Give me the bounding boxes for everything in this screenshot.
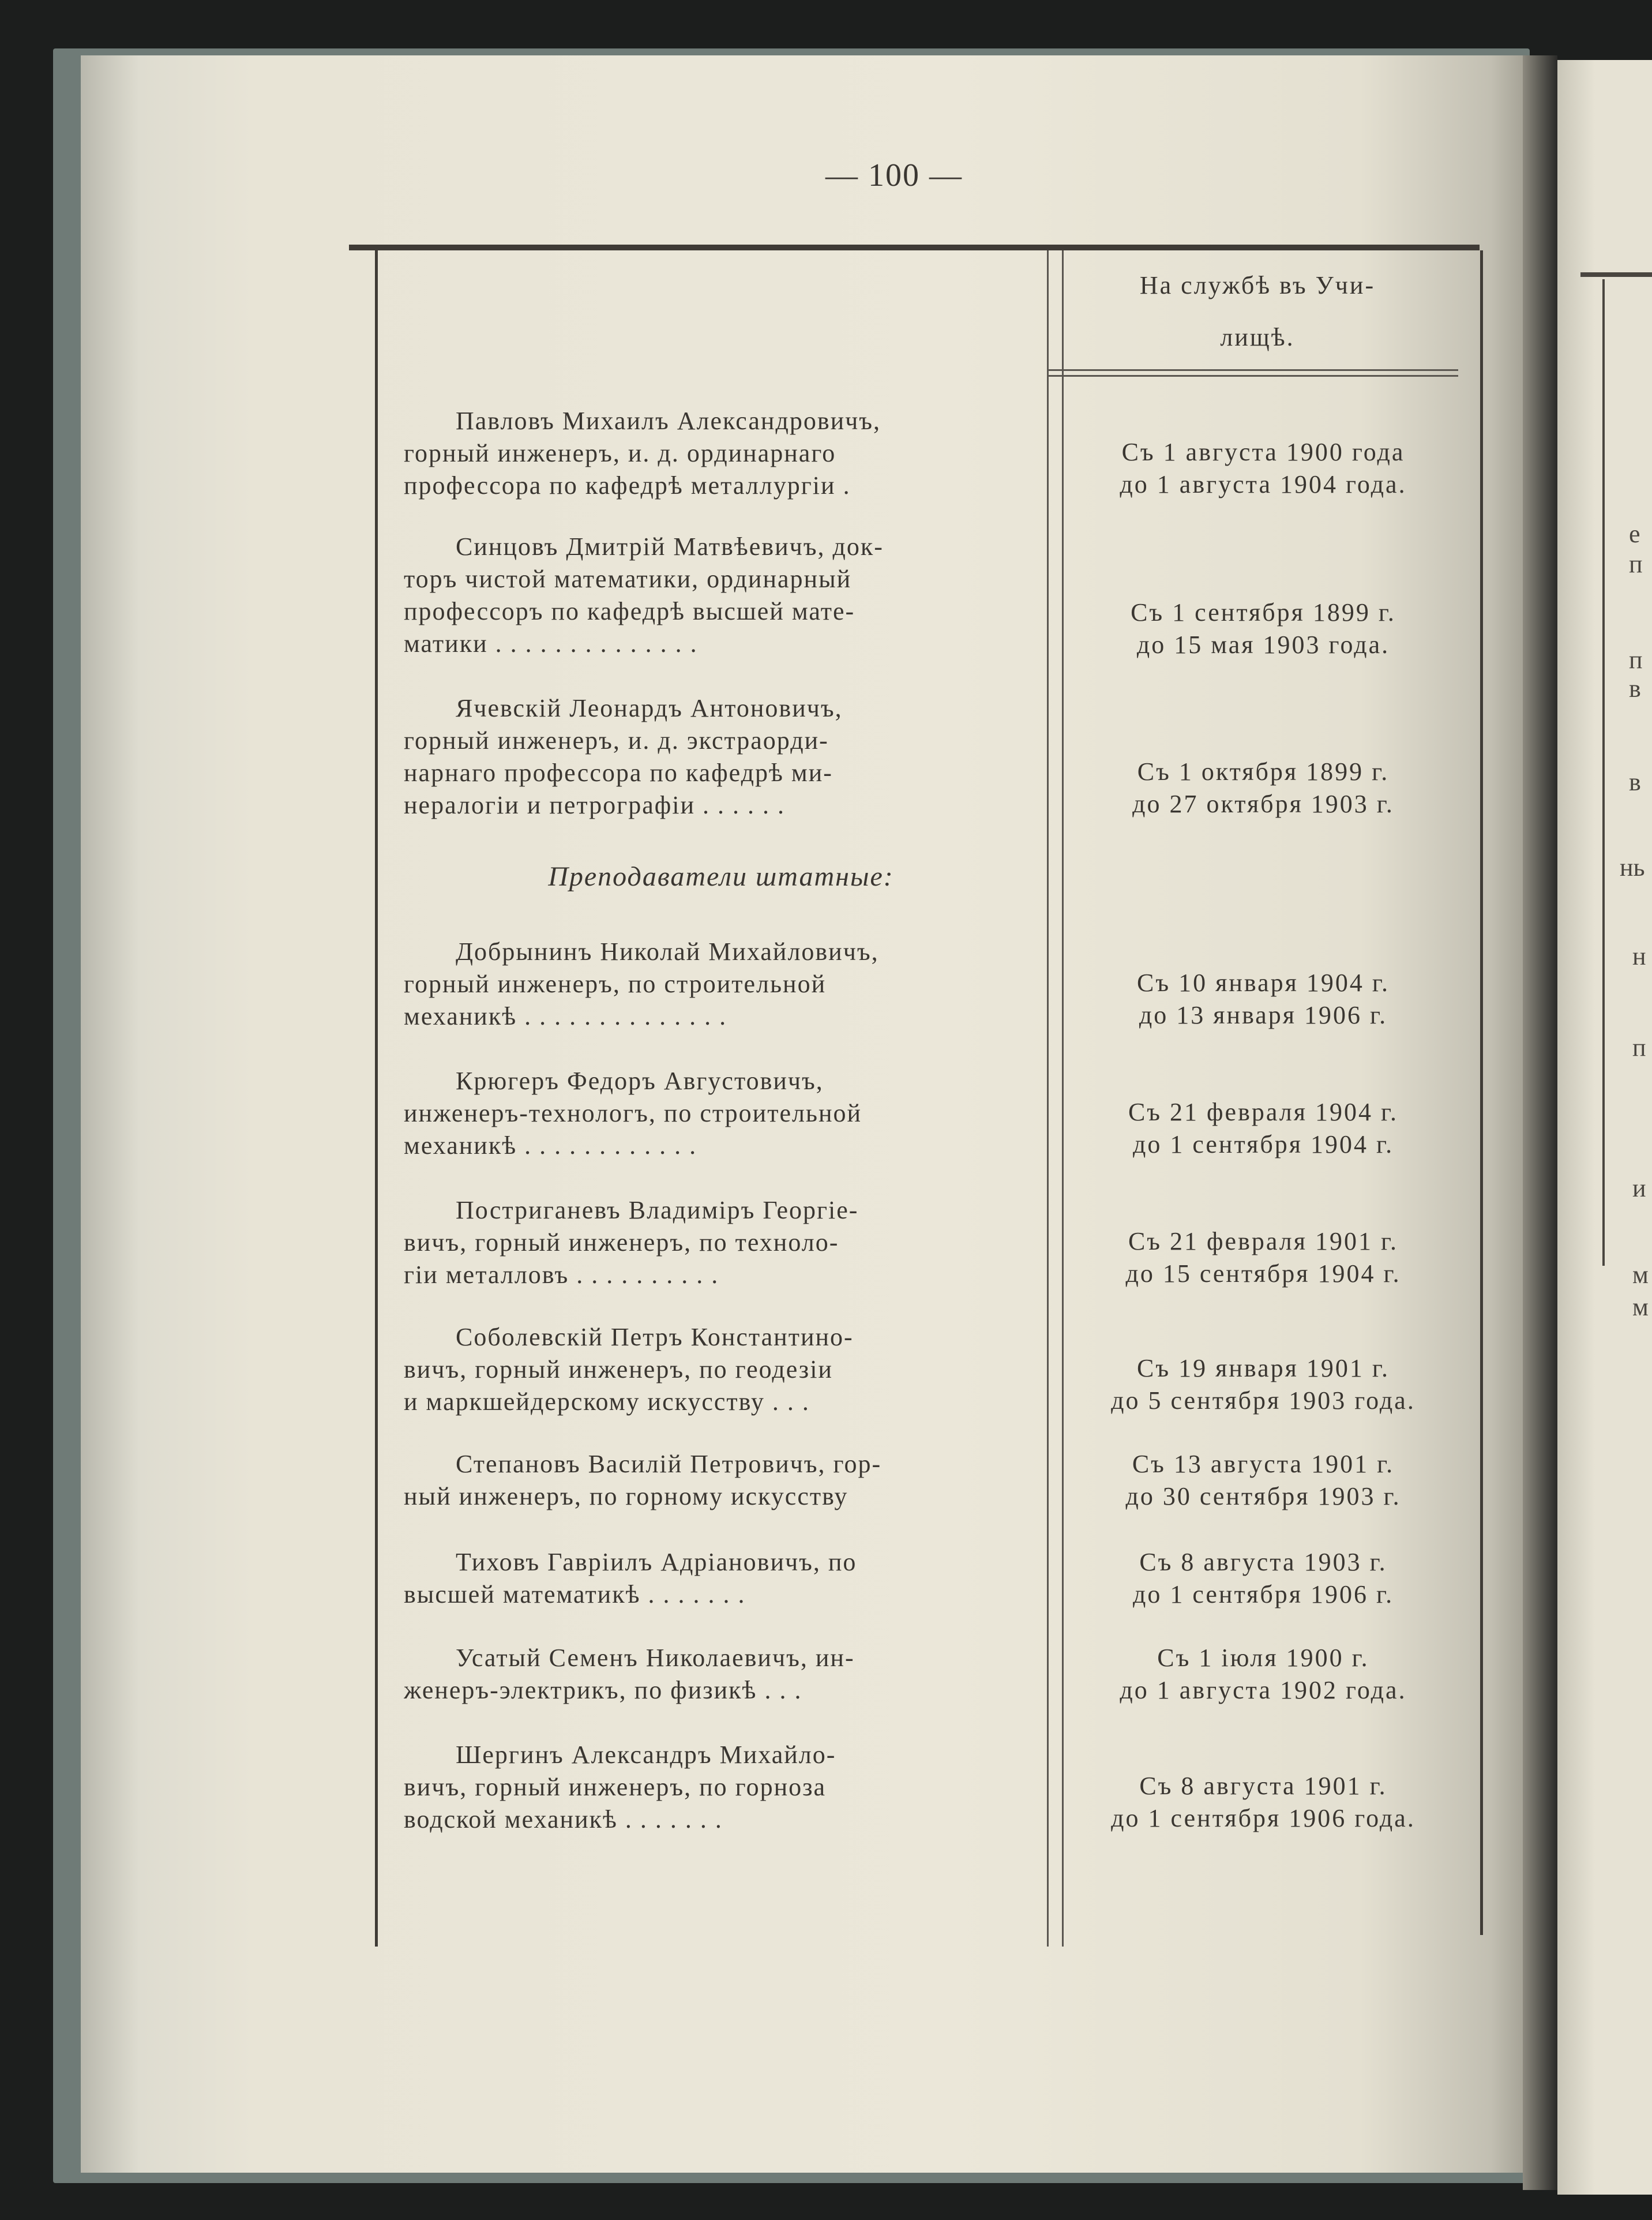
facing-page-fragment: м [1632,1293,1649,1321]
facing-page-edge [1557,60,1652,2195]
facing-page-column-line [1602,279,1605,1266]
staff-entry [404,1194,1042,1291]
service-dates [1056,1096,1471,1161]
service-to: до 1 сентября 1906 года. [1111,1804,1416,1832]
table-left-border [375,250,378,1947]
entry-line: торъ чистой математики, ординарный [404,565,852,593]
staff-entry [404,1642,1042,1707]
entry-line: механикѣ . . . . . . . . . . . . [404,1131,697,1160]
entry-line: вичъ, горный инженеръ, по горноза [404,1773,827,1801]
service-from: Съ 10 января 1904 г. [1137,969,1390,997]
service-to: до 30 сентября 1903 г. [1125,1482,1401,1510]
section-heading: Преподаватели штатные: [548,861,894,892]
entry-line: механикѣ . . . . . . . . . . . . . . [404,1002,727,1030]
facing-page-rule [1580,272,1652,277]
entry-line: профессора по кафедрѣ металлургіи . [404,471,851,500]
entry-line: Синцовъ Дмитрій Матвѣевичъ, док- [456,532,884,561]
service-to: до 27 октября 1903 г. [1132,790,1394,818]
entry-line: горный инженеръ, и. д. ординарнаго [404,439,836,467]
service-from: Съ 1 октября 1899 г. [1137,757,1390,786]
facing-page-fragment: п [1629,550,1643,578]
service-dates [1056,967,1471,1032]
service-dates [1056,597,1471,661]
service-to: до 13 января 1906 г. [1139,1001,1388,1029]
header-rule [1049,369,1458,371]
facing-page-fragment: и [1632,1174,1646,1202]
staff-entry [404,1065,1042,1162]
staff-entry [404,1448,1042,1513]
facing-page-fragment: е [1629,520,1640,548]
column-header-line: лищѣ. [1220,323,1295,351]
entry-line: нералогіи и петрографіи . . . . . . [404,791,786,819]
entry-line: Степановъ Василій Петровичъ, гор- [456,1450,882,1478]
entry-line: Постриганевъ Владиміръ Георгіе- [456,1196,859,1224]
service-to: до 1 августа 1904 года. [1120,470,1407,498]
entry-line: вичъ, горный инженеръ, по техноло- [404,1228,839,1257]
service-dates [1056,1352,1471,1417]
staff-entry [404,1546,1042,1611]
entry-line: Крюгеръ Федоръ Августовичъ, [456,1067,824,1095]
table-top-rule [349,245,1480,250]
staff-entry [404,1321,1042,1418]
entry-line: горный инженеръ, по строительной [404,970,827,998]
service-dates [1056,756,1471,820]
entry-line: высшей математикѣ . . . . . . . [404,1580,746,1608]
service-from: Съ 8 августа 1903 г. [1139,1548,1387,1576]
service-from: Съ 1 іюля 1900 г. [1157,1644,1369,1672]
service-from: Съ 1 августа 1900 года [1121,438,1405,466]
entry-line: Соболевскій Петръ Константино- [456,1323,854,1351]
facing-page-fragment: в [1629,768,1641,796]
service-from: Съ 13 августа 1901 г. [1132,1450,1395,1478]
table-right-border [1480,250,1483,1935]
entry-line: ный инженеръ, по горному искусству [404,1482,848,1510]
service-dates [1056,1770,1471,1835]
service-dates [1056,436,1471,501]
service-dates [1056,1225,1471,1290]
entry-line: нарнаго профессора по кафедрѣ ми- [404,759,833,787]
entry-line: Шергинъ Александръ Михайло- [456,1741,836,1769]
facing-page-fragment: п [1632,1033,1646,1062]
entry-line: водской механикѣ . . . . . . . [404,1805,723,1833]
column-header-line: На службѣ въ Учи- [1139,271,1376,299]
entry-line: горный инженеръ, и. д. экстраорди- [404,726,829,755]
facing-page-fragment: в [1629,674,1641,703]
service-to: до 1 сентября 1904 г. [1132,1130,1394,1158]
entry-line: гіи металловъ . . . . . . . . . . [404,1261,719,1289]
entry-line: инженеръ-технологъ, по строительной [404,1099,862,1127]
entry-line: Усатый Семенъ Николаевичъ, ин- [456,1644,855,1672]
staff-entry [404,692,1042,822]
staff-entry [404,1739,1042,1836]
service-to: до 1 августа 1902 года. [1120,1676,1407,1704]
facing-page-fragment: м [1632,1261,1649,1289]
facing-page-fragment: п [1629,646,1643,674]
facing-page-fragment: нь [1620,853,1645,882]
entry-line: профессоръ по кафедрѣ высшей мате- [404,597,855,625]
service-to: до 1 сентября 1906 г. [1132,1580,1394,1608]
service-from: Съ 1 сентября 1899 г. [1131,598,1396,627]
service-to: до 15 мая 1903 года. [1136,631,1390,659]
entry-line: Тиховъ Гавріилъ Адріановичъ, по [456,1548,857,1576]
service-to: до 5 сентября 1903 года. [1111,1386,1416,1415]
entry-line: Павловъ Михаилъ Александровичъ, [456,407,881,435]
staff-entry [404,531,1042,660]
staff-entry [404,936,1042,1033]
facing-page-fragment: н [1632,942,1646,970]
book-gutter [1523,55,1557,2190]
service-from: Съ 8 августа 1901 г. [1139,1772,1387,1800]
staff-entry [404,405,1042,502]
service-from: Съ 21 февраля 1901 г. [1128,1227,1399,1255]
entry-line: женеръ-электрикъ, по физикѣ . . . [404,1676,802,1704]
service-from: Съ 21 февраля 1904 г. [1128,1098,1399,1126]
entry-line: вичъ, горный инженеръ, по геодезіи [404,1355,833,1383]
header-rule [1049,375,1458,377]
service-from: Съ 19 января 1901 г. [1137,1354,1390,1382]
column-separator [1047,250,1049,1947]
service-dates [1056,1642,1471,1707]
page-number: — 100 — [825,158,963,193]
entry-line: Добрынинъ Николай Михайловичъ, [456,937,879,966]
entry-line: Ячевскій Леонардъ Антоновичъ, [456,694,843,722]
service-dates [1056,1448,1471,1513]
service-dates [1056,1546,1471,1611]
entry-line: и маркшейдерскому искусству . . . [404,1387,810,1416]
column-header [1073,260,1442,363]
service-to: до 15 сентября 1904 г. [1125,1259,1401,1288]
entry-line: матики . . . . . . . . . . . . . . [404,629,698,658]
